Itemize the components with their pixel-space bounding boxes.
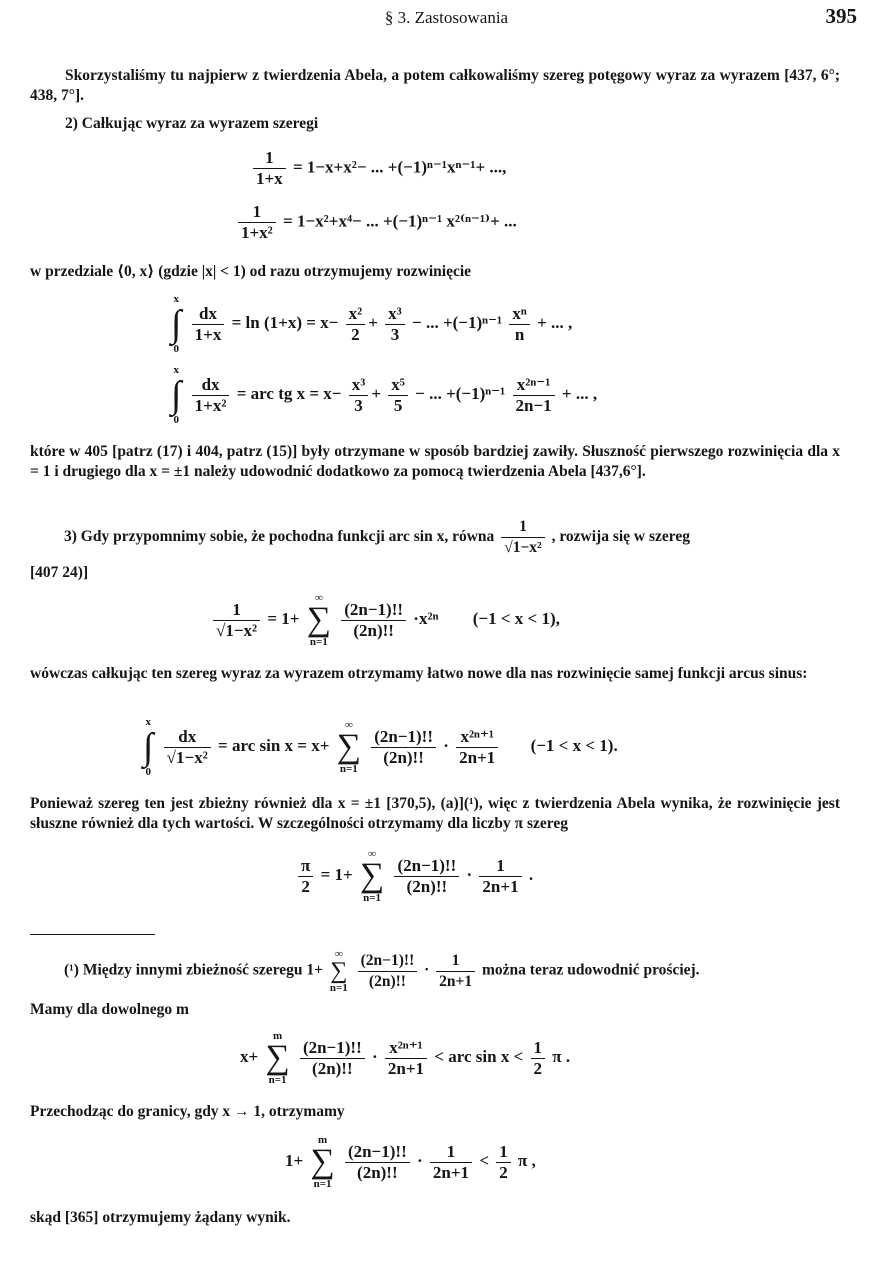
footnote-inequality-1: x+ m ∑ n=1 $\frac{(2n-1)!!}{(2n)!!}$ · $\frac{\text{x²ⁿ⁺¹}}{2n+1}$ < arc sin x < $\frac{1}{2}$ π . (240, 1030, 571, 1086)
paragraph-abel-note: Skorzystaliśmy tu najpierw z twierdzenia Abela, a potem całkowaliśmy szereg potęgowy wyraz za wyrazem [437, 6°; 438, 7°]. (30, 67, 840, 104)
equation-ln-expansion: x ∫ 0 $\frac{dx}{1+x}$ = ln (1+x) = x− $\frac{\text{x²}}{2}$ + $\frac{\text{x³}}{3}$ − ... +(−1)ⁿ⁻¹ $\frac{\text{xⁿ}}{n}$ + ... , (171, 293, 573, 355)
equation-arcsin-derivative-series: $\frac{1}{\text{√1−x²}}$ = 1+ ∞ ∑ n=1 $\frac{(2n-1)!!}{(2n)!!}$ ·x²ⁿ (−1 < x < 1), (210, 592, 560, 648)
paragraph-item-3: 3) Gdy przypomnimy sobie, że pochodna funkcji arc sin x, równa $\frac{1}{\text{√1−x²}}$ , rozwija się w szereg (64, 518, 691, 556)
paragraph-integrating: wówczas całkując ten szereg wyraz za wyrazem otrzymamy łatwo nowe dla nas rozwinięcie samej funkcji arcus sinus: (30, 665, 808, 682)
equation-pi-series: $\frac{\pi}{2}$ = 1+ ∞ ∑ n=1 $\frac{(2n-1)!!}{(2n)!!}$ · $\frac{1}{2n+1}$ . (295, 848, 533, 904)
paragraph-references: które w 405 [patrz (17) i 404, patrz (15)] były otrzymane w sposób bardziej zawiły. Słuszność pierwszego rozwinięcia dla x = 1 i drugiego dla x = ±1 należy udowodnić dodatkowo za pomocą twierdzenia Abela [437,6°]. (30, 443, 840, 480)
equation-arctg-expansion: x ∫ 0 $\frac{dx}{\text{1+x²}}$ = arc tg x = x− $\frac{\text{x³}}{3}$ + $\frac{\text{x⁵}}{5}$ − ... +(−1)ⁿ⁻¹ $\frac{\text{x²ⁿ⁻¹}}{2n-1}$ + ... , (171, 364, 598, 426)
footnote-text-conclusion: skąd [365] otrzymujemy żądany wynik. (30, 1209, 291, 1226)
paragraph-convergence: Ponieważ szereg ten jest zbieżny również dla x = ±1 [370,5), (a)](¹), więc z twierdzenia Abela wynika, że rozwinięcie jest słuszne również dla tych wartości. W szczególności otrzymamy dla liczby π szereg (30, 795, 840, 832)
footnote-inequality-2: 1+ m ∑ n=1 $\frac{(2n-1)!!}{(2n)!!}$ · $\frac{1}{2n+1}$ < $\frac{1}{2}$ π , (285, 1134, 536, 1190)
paragraph-ref-407: [407 24)] (30, 564, 89, 581)
equation-arcsin-expansion: x ∫ 0 $\frac{dx}{\text{√1−x²}}$ = arc sin x = x+ ∞ ∑ n=1 $\frac{(2n-1)!!}{(2n)!!}$ · $\frac{\text{x²ⁿ⁺¹}}{2n+1}$ (−1 < x < 1). (143, 716, 618, 778)
equation-geometric-series-2: $\frac{1}{\text{1+x²}}$ = 1−x²+x⁴− ... +(−1)ⁿ⁻¹ x²⁽ⁿ⁻¹⁾+ ... (235, 202, 517, 243)
page-number: 395 (825, 4, 857, 28)
footnote-separator (30, 934, 155, 935)
footnote-text-limit: Przechodząc do granicy, gdy x → 1, otrzymamy (30, 1103, 345, 1120)
paragraph-interval: w przedziale ⟨0, x⟩ (gdzie |x| < 1) od razu otrzymujemy rozwinięcie (30, 263, 472, 280)
equation-geometric-series-1: $\frac{1}{1+x}$ = 1−x+x²− ... +(−1)ⁿ⁻¹xⁿ⁻¹+ ..., (250, 148, 506, 189)
running-header: § 3. Zastosowania (384, 8, 509, 27)
footnote-1: (¹) Między innymi zbieżność szeregu 1+ ∞ ∑ n=1 $\frac{(2n-1)!!}{(2n)!!}$ · $\frac{1}{2n+1}$ można teraz udowodnić prościej. (64, 948, 700, 994)
footnote-text-arbitrary-m: Mamy dla dowolnego m (30, 1001, 189, 1018)
paragraph-item-2: 2) Całkując wyraz za wyrazem szeregi (65, 115, 319, 132)
